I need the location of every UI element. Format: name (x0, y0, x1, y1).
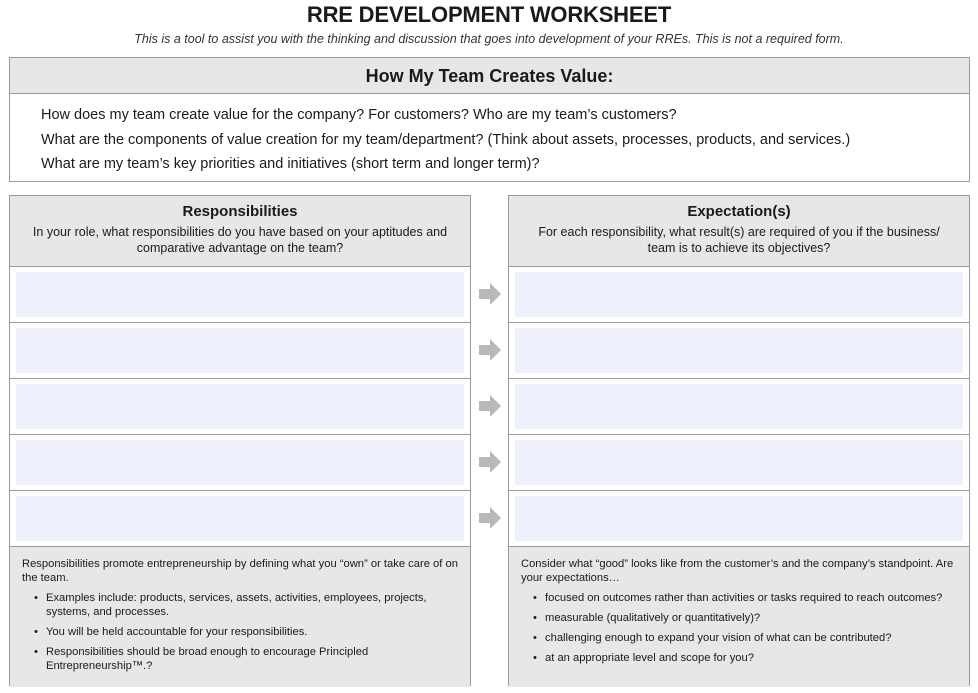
responsibilities-notes-list (22, 591, 458, 673)
list-item: • You will be held accountable for your responsibilities. (34, 625, 458, 639)
right-arrow-icon (476, 504, 504, 532)
value-questions (10, 94, 969, 177)
responsibilities-column (9, 195, 471, 686)
responsibility-row (10, 379, 470, 435)
expectation-row (509, 491, 969, 547)
responsibilities-prompt: In your role, what responsibilities do you have based on your aptitudes and comparative advantage on the team? (32, 225, 448, 255)
worksheet-subtitle: This is a tool to assist you with the thinking and discussion that goes into development of your RREs. This is not a required form. (134, 32, 844, 46)
right-arrow-icon (476, 392, 504, 420)
expectations-header (509, 196, 969, 267)
expectations-prompt: For each responsibility, what result(s) are required of you if the business/ team is to achieve its objectives? (538, 225, 940, 255)
right-arrow-icon (476, 448, 504, 476)
responsibility-row (10, 267, 470, 323)
expectation-input[interactable] (515, 440, 963, 485)
expectation-row (509, 435, 969, 491)
responsibilities-notes-intro: Responsibilities promote entrepreneurship by defining what you “own” or take care of on the team. (22, 558, 458, 584)
value-question: What are my team’s key priorities and initiatives (short term and longer term)? (41, 156, 540, 172)
value-question: How does my team create value for the company? For customers? Who are my team’s customers? (41, 107, 677, 123)
expectation-input[interactable] (515, 384, 963, 429)
responsibility-row (10, 491, 470, 547)
expectation-row (509, 323, 969, 379)
responsibility-input[interactable] (16, 496, 464, 541)
responsibility-row (10, 323, 470, 379)
expectation-input[interactable] (515, 328, 963, 373)
expectations-notes (509, 547, 969, 687)
list-item: • challenging enough to expand your vision of what can be contributed? (533, 631, 957, 645)
list-item: • measurable (qualitatively or quantitatively)? (533, 611, 957, 625)
responsibility-input[interactable] (16, 440, 464, 485)
responsibilities-heading: Responsibilities (182, 203, 298, 220)
expectations-notes-intro: Consider what “good” looks like from the customer’s and the company’s standpoint. Are your expectations… (521, 558, 954, 584)
expectations-column (508, 195, 970, 686)
responsibility-input[interactable] (16, 328, 464, 373)
expectation-input[interactable] (515, 272, 963, 317)
list-item: • Responsibilities should be broad enough to encourage Principled Entrepreneurship™.? (34, 645, 458, 673)
responsibility-row (10, 435, 470, 491)
list-item: • Examples include: products, services, assets, activities, employees, projects, systems, and processes. (34, 591, 458, 619)
value-section-heading: How My Team Creates Value: (10, 58, 969, 94)
responsibility-input[interactable] (16, 272, 464, 317)
list-item: • focused on outcomes rather than activities or tasks required to reach outcomes? (533, 591, 957, 605)
worksheet-title: RRE DEVELOPMENT WORKSHEET (306, 2, 672, 27)
expectations-notes-list (521, 591, 957, 665)
expectation-row (509, 379, 969, 435)
responsibilities-header (10, 196, 470, 267)
right-arrow-icon (476, 280, 504, 308)
list-item: • at an appropriate level and scope for you? (533, 651, 957, 665)
value-question: What are the components of value creation for my team/department? (Think about assets, processes, products, and services.) (41, 131, 851, 148)
value-section (9, 57, 970, 182)
responsibility-input[interactable] (16, 384, 464, 429)
expectation-row (509, 267, 969, 323)
right-arrow-icon (476, 336, 504, 364)
expectations-heading: Expectation(s) (687, 203, 791, 220)
expectation-input[interactable] (515, 496, 963, 541)
responsibilities-notes (10, 547, 470, 687)
